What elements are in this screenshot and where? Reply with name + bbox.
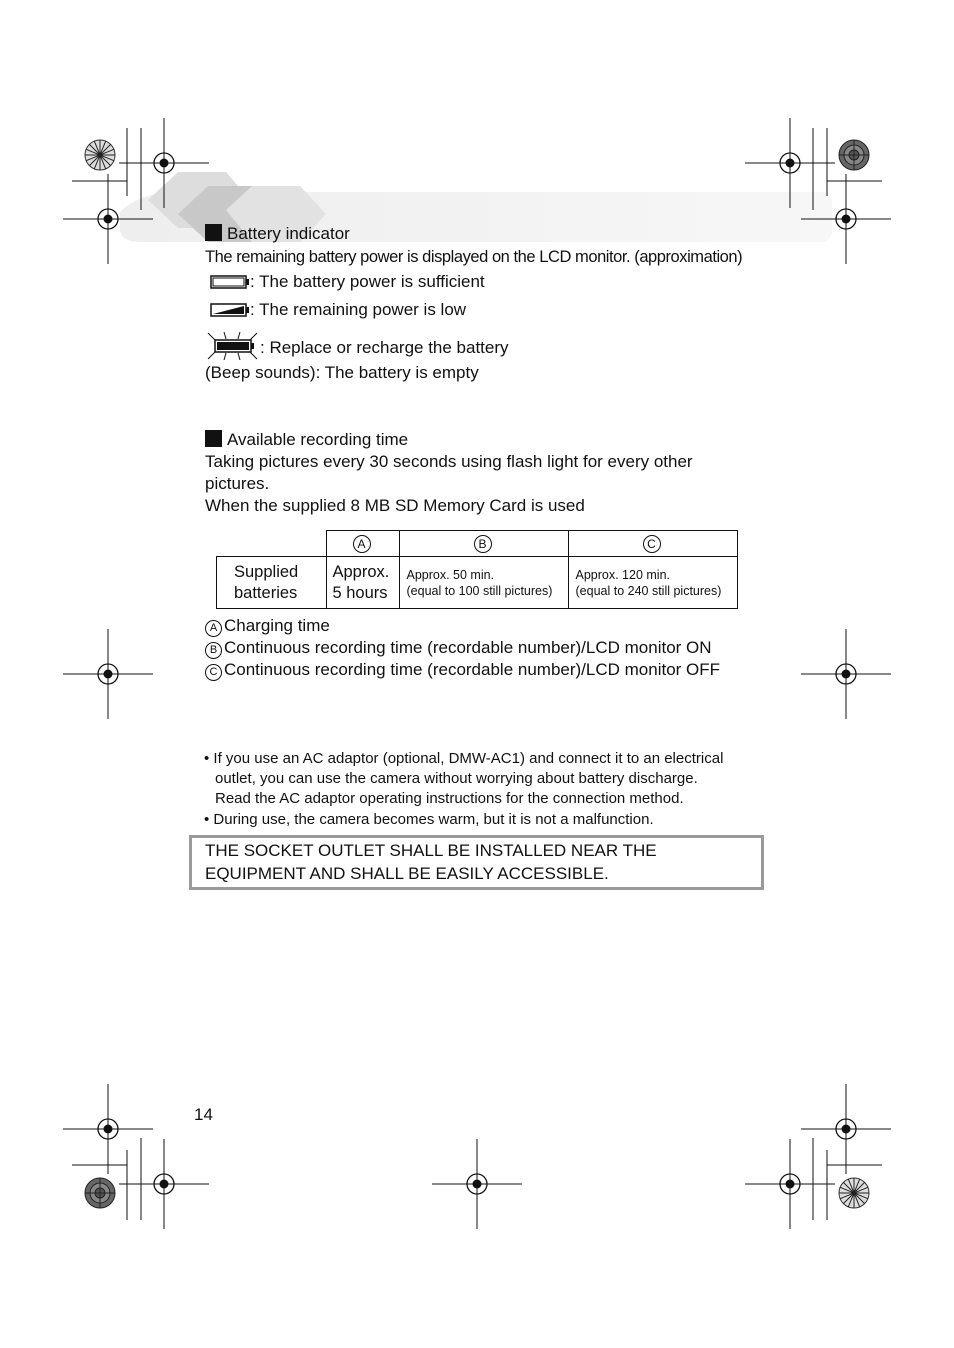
legend-a-text: Charging time [224, 616, 330, 635]
warning-line-1: THE SOCKET OUTLET SHALL BE INSTALLED NEAR THE [205, 841, 657, 860]
table-header-c [568, 531, 737, 557]
recording-heading [205, 429, 408, 451]
row-label-line-2: batteries [234, 583, 298, 602]
battery-full-icon [210, 274, 250, 290]
note-bullet-1-line-1: • If you use an AC adaptor (optional, DMW-AC1) and connect it to an electrical [204, 750, 724, 767]
legend-b-text: Continuous recording time (recordable number)/LCD monitor ON [224, 638, 712, 657]
note-bullet-1-line-2: outlet, you can use the camera without worrying about battery discharge. [215, 770, 698, 787]
note-bullet-1-line-3: Read the AC adaptor operating instructions for the connection method. [215, 790, 684, 807]
circle-b-icon: B [205, 642, 222, 659]
battery-heading [205, 223, 350, 245]
table-row [217, 557, 738, 609]
row-label-line-1: Supplied [234, 562, 299, 581]
page-number: 14 [194, 1105, 213, 1124]
cell-c-line-2: (equal to 240 still pictures) [575, 583, 722, 598]
cell-c-line-1: Approx. 120 min. [575, 567, 670, 582]
battery-low-icon [210, 302, 250, 318]
circle-c-icon: C [643, 535, 661, 553]
legend-item-b [205, 637, 712, 659]
warning-line-2: EQUIPMENT AND SHALL BE EASILY ACCESSIBLE. [205, 864, 609, 883]
battery-heading-text: Battery indicator [227, 224, 350, 243]
legend-c-text: Continuous recording time (recordable number)/LCD monitor OFF [224, 660, 721, 679]
cell-a-line-1: Approx. [332, 562, 390, 581]
warning-box [189, 835, 764, 890]
recording-heading-text: Available recording time [227, 430, 409, 449]
table-header-row [217, 531, 738, 557]
beep-text: (Beep sounds): The battery is empty [205, 363, 479, 382]
battery-state-full [210, 271, 485, 293]
table-cell-b [399, 557, 568, 609]
battery-state-low-text: : The remaining power is low [250, 300, 467, 319]
cell-a-line-2: 5 hours [332, 583, 388, 602]
legend-item-a [205, 615, 330, 637]
circle-b-icon: B [474, 535, 492, 553]
table-corner-cell [217, 531, 327, 557]
cell-b-line-1: Approx. 50 min. [406, 567, 495, 582]
table-header-a [326, 531, 399, 557]
table-cell-c [568, 557, 737, 609]
table-header-b [399, 531, 568, 557]
battery-state-empty-text: : Replace or recharge the battery [260, 338, 509, 357]
legend-item-c [205, 659, 720, 681]
table-cell-a [326, 557, 399, 609]
battery-flashing-icon [206, 331, 260, 361]
square-bullet-icon [205, 224, 222, 241]
battery-state-full-text: : The battery power is sufficient [250, 272, 485, 291]
table-row-label [217, 557, 327, 609]
battery-state-empty [206, 331, 509, 361]
note-bullet-2: • During use, the camera becomes warm, but it is not a malfunction. [204, 811, 654, 828]
circle-c-icon: C [205, 664, 222, 681]
recording-line-1: Taking pictures every 30 seconds using flash light for every other [205, 452, 693, 471]
recording-time-table [216, 530, 738, 609]
circle-a-icon: A [353, 535, 371, 553]
recording-line-3: When the supplied 8 MB SD Memory Card is used [205, 496, 585, 515]
recording-line-2: pictures. [205, 474, 270, 493]
cell-b-line-2: (equal to 100 still pictures) [406, 583, 553, 598]
circle-a-icon: A [205, 620, 222, 637]
battery-description: The remaining battery power is displayed on the LCD monitor. (approximation) [205, 248, 743, 266]
battery-state-low [210, 299, 466, 321]
square-bullet-icon [205, 430, 222, 447]
